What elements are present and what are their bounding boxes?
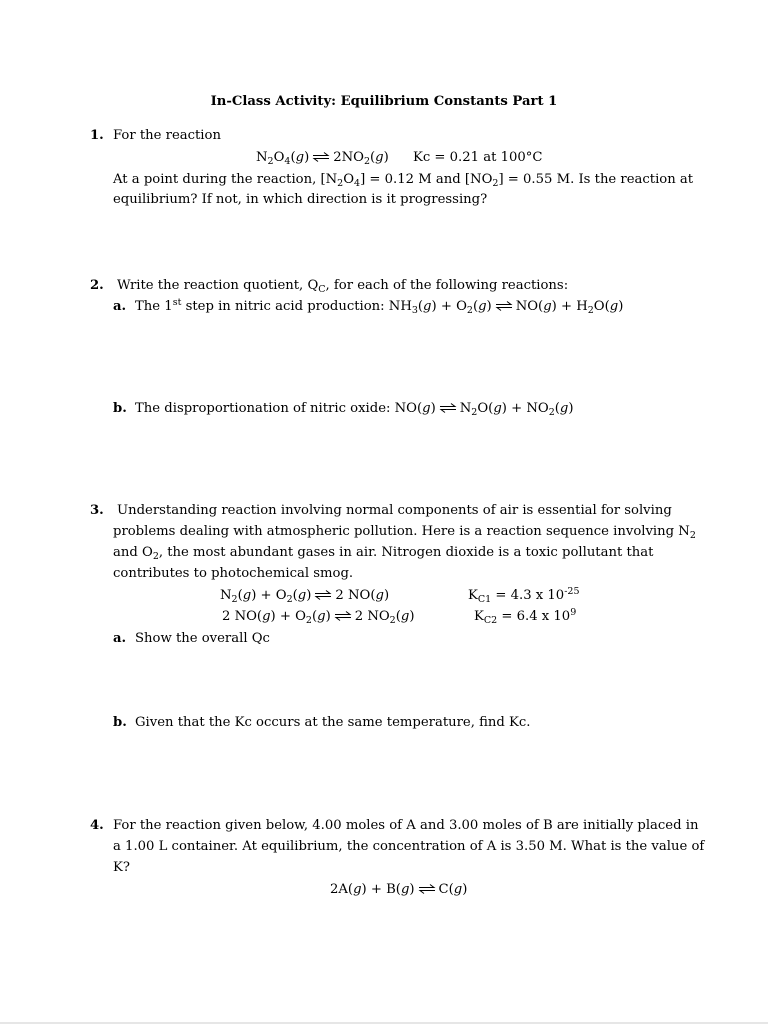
- question-3a-label: a.: [113, 631, 127, 646]
- equilibrium-arrow-icon: [334, 611, 352, 621]
- question-2a-label: a.: [113, 299, 127, 314]
- question-3a-text: Show the overall Qc: [135, 631, 270, 646]
- question-1-equation: $N_2O_4(g)$ $2NO_2(g)$: [256, 150, 389, 167]
- question-3-body-line: and $O_2$, the most abundant gases in air. Nitrogen dioxide is a toxic pollutant that: [113, 545, 654, 562]
- question-4-body-line: For the reaction given below, 4.00 moles of A and 3.00 moles of B are initially placed in: [113, 818, 699, 833]
- question-3-number: 3.: [90, 503, 104, 518]
- question-2b-label: b.: [113, 401, 127, 416]
- question-3b-label: b.: [113, 715, 127, 730]
- equilibrium-arrow-icon: [314, 590, 332, 600]
- equilibrium-arrow-icon: [418, 884, 436, 894]
- question-3-equation-1: $N_2(g) + O_2(g)$ 2 NO(g): [220, 588, 390, 605]
- question-3-equation-2: 2 $NO(g) + O_2(g)$ 2 $NO_2(g)$: [222, 609, 415, 626]
- question-2a-text: The 1st step in nitric acid production: $NH_3(g) + O_2(g) NO(g) + H_2O(g)$: [135, 297, 624, 316]
- question-4-body-line: K?: [113, 860, 130, 875]
- question-3-body-line: Understanding reaction involving normal components of air is essential for solving: [117, 503, 672, 518]
- question-3-body-line: problems dealing with atmospheric pollution. Here is a reaction sequence involving $N_2$: [113, 524, 696, 541]
- question-4-number: 4.: [90, 818, 104, 833]
- question-1-prompt: For the reaction: [113, 128, 221, 143]
- equilibrium-arrow-icon: [439, 403, 457, 413]
- question-3-body-line: contributes to photochemical smog.: [113, 566, 354, 581]
- question-1-kc: Kc = 0.21 at 100°C: [413, 150, 543, 165]
- question-4-body-line: a 1.00 L container. At equilibrium, the concentration of A is 3.50 M. What is the value of: [113, 839, 705, 854]
- question-3-kc1: $K_{C1} = 4.3$ x $10^{-25}$: [468, 586, 580, 605]
- question-2-number: 2.: [90, 278, 104, 293]
- question-1-body-line: At a point during the reaction, $[N_2O_4] = 0.12$ M and $[NO_2] = 0.55$ M. Is the reaction at: [113, 172, 694, 189]
- question-4-equation: 2A(g) + B(g) C(g): [330, 882, 468, 897]
- question-1-number: 1.: [90, 128, 104, 143]
- equilibrium-arrow-icon: [312, 152, 330, 162]
- question-2b-text: The disproportionation of nitric oxide: NO(g) $N_2O(g) + NO_2(g)$: [135, 401, 574, 418]
- question-1-body-line: equilibrium? If not, in which direction is it progressing?: [113, 192, 488, 207]
- equilibrium-arrow-icon: [495, 301, 513, 311]
- question-3-kc2: $K_{C2} = 6.4$ x $10^9$: [474, 607, 577, 626]
- page-title: In-Class Activity: Equilibrium Constants Part 1: [210, 94, 558, 109]
- question-2-prompt: Write the reaction quotient, $Q_C$, for each of the following reactions:: [117, 278, 569, 295]
- question-3b-text: Given that the Kc occurs at the same temperature, find Kc.: [135, 715, 531, 730]
